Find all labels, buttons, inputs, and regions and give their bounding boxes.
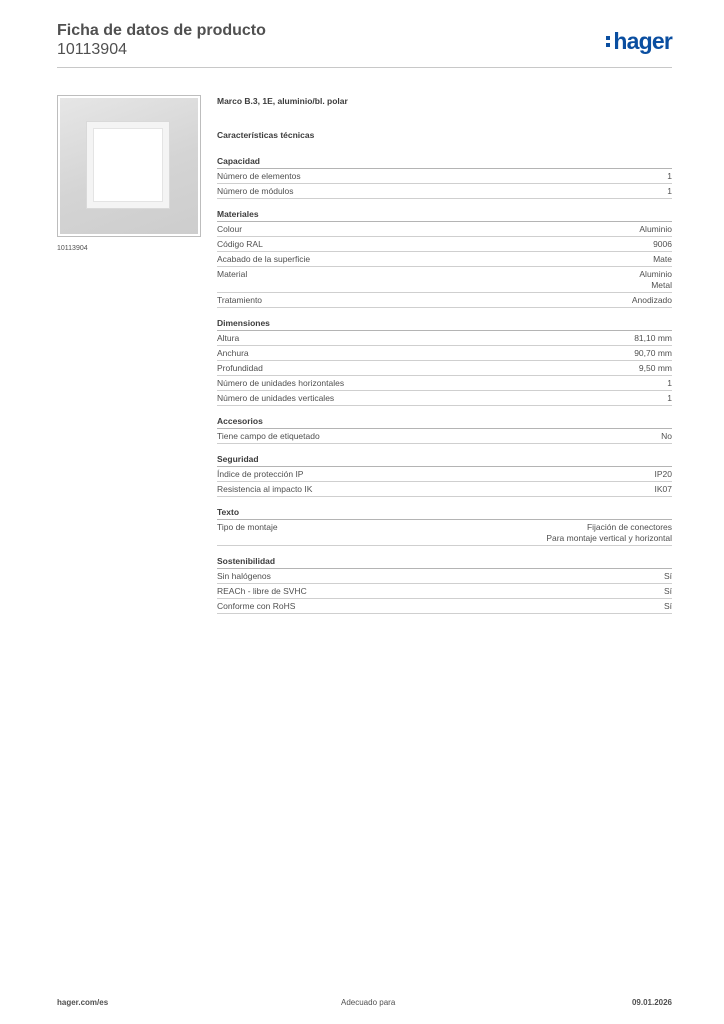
spec-value (634, 333, 672, 344)
spec-label: Conforme con RoHS (217, 601, 296, 611)
spec-value (639, 269, 672, 291)
group-title: Seguridad (217, 454, 672, 467)
logo-text: hager (613, 28, 672, 54)
spec-value-line: Mate (653, 254, 672, 264)
spec-row (217, 376, 672, 391)
spec-value (653, 254, 672, 265)
spec-value-line: Sí (663, 586, 672, 596)
spec-value-line: 81,10 mm (634, 333, 672, 343)
spec-value-line: 1 (667, 393, 672, 403)
spec-value (632, 295, 672, 306)
spec-value-line: Sí (663, 601, 672, 611)
spec-value (667, 393, 672, 404)
spec-group (217, 156, 672, 199)
spec-label: Resistencia al impacto IK (217, 484, 313, 494)
product-image (57, 95, 201, 237)
spec-row (217, 331, 672, 346)
spec-label: Índice de protección IP (217, 469, 304, 479)
spec-row (217, 361, 672, 376)
spec-value-line: 9006 (653, 239, 672, 249)
page-header (57, 22, 672, 68)
spec-label: REACh - libre de SVHC (217, 586, 307, 596)
spec-label: Colour (217, 224, 243, 234)
spec-value-line: 9,50 mm (638, 363, 672, 373)
footer-date: 09.01.2026 (631, 998, 672, 1007)
product-number: 10113904 (57, 41, 127, 58)
spec-label: Tipo de montaje (217, 522, 278, 532)
spec-label: Número de unidades verticales (217, 393, 335, 403)
spec-row (217, 569, 672, 584)
spec-label: Profundidad (217, 363, 263, 373)
spec-value-line: 90,70 mm (634, 348, 672, 358)
spec-row (217, 584, 672, 599)
spec-row (217, 467, 672, 482)
spec-row (217, 267, 672, 293)
spec-value-line: Para montaje vertical y horizontal (546, 533, 672, 543)
spec-row (217, 520, 672, 546)
spec-group (217, 507, 672, 546)
frame-border (87, 122, 169, 208)
spec-value (639, 224, 672, 235)
spec-row (217, 429, 672, 444)
spec-group (217, 318, 672, 406)
spec-value-line: 1 (667, 186, 672, 196)
spec-group (217, 416, 672, 444)
spec-value-line: 1 (667, 378, 672, 388)
spec-value-line: Fijación de conectores (586, 522, 672, 532)
group-title: Texto (217, 507, 672, 520)
spec-row (217, 237, 672, 252)
spec-label: Tiene campo de etiquetado (217, 431, 320, 441)
footer-center-text: Adecuado para (341, 998, 396, 1007)
spec-label: Número de módulos (217, 186, 294, 196)
spec-value-line: Anodizado (631, 295, 672, 305)
spec-label: Anchura (217, 348, 249, 358)
spec-label: Acabado de la superficie (217, 254, 311, 264)
spec-row (217, 293, 672, 308)
spec-value (667, 186, 672, 197)
spec-value (664, 586, 672, 597)
group-title: Accesorios (217, 416, 672, 429)
spec-row (217, 599, 672, 614)
spec-row (217, 482, 672, 497)
spec-value (664, 601, 672, 612)
spec-group (217, 209, 672, 308)
spec-value (546, 522, 672, 544)
section-title: Características técnicas (217, 130, 315, 140)
spec-label: Número de elementos (217, 171, 301, 181)
spec-value-line: IP20 (654, 469, 672, 479)
group-title: Sostenibilidad (217, 556, 672, 569)
spec-row (217, 169, 672, 184)
spec-value (639, 363, 672, 374)
spec-label: Altura (217, 333, 240, 343)
spec-row (217, 346, 672, 361)
spec-value (664, 571, 672, 582)
spec-value-line: Aluminio (639, 269, 672, 279)
spec-row (217, 222, 672, 237)
page-title: Ficha de datos de producto (57, 22, 266, 39)
hager-logo (606, 28, 672, 55)
spec-value-line: No (661, 431, 672, 441)
spec-value-line: 1 (667, 171, 672, 181)
spec-value-line: Aluminio (639, 224, 672, 234)
spec-group (217, 454, 672, 497)
product-name: Marco B.3, 1E, aluminio/bl. polar (217, 96, 348, 106)
footer-website: hager.com/es (57, 998, 109, 1007)
spec-label: Número de unidades horizontales (217, 378, 345, 388)
spec-value-line: IK07 (654, 484, 672, 494)
spec-content (217, 96, 672, 624)
spec-value (655, 484, 673, 495)
logo-colon-icon (606, 34, 611, 48)
spec-value (653, 239, 672, 250)
spec-row (217, 184, 672, 199)
spec-value (655, 469, 673, 480)
spec-row (217, 252, 672, 267)
spec-value (634, 348, 672, 359)
spec-row (217, 391, 672, 406)
spec-value-line: Sí (663, 571, 672, 581)
frame-inner (93, 128, 163, 202)
group-title: Materiales (217, 209, 672, 222)
spec-value-line: Metal (651, 280, 672, 290)
spec-label: Código RAL (217, 239, 263, 249)
spec-label: Material (217, 269, 248, 279)
spec-groups (217, 156, 672, 614)
page-footer (57, 998, 672, 1010)
group-title: Dimensiones (217, 318, 672, 331)
group-title: Capacidad (217, 156, 672, 169)
spec-label: Sin halógenos (217, 571, 271, 581)
spec-group (217, 556, 672, 614)
spec-value (667, 171, 672, 182)
spec-value (661, 431, 672, 442)
frame-outer (60, 98, 198, 234)
spec-label: Tratamiento (217, 295, 263, 305)
image-caption: 10113904 (57, 245, 88, 252)
spec-value (667, 378, 672, 389)
